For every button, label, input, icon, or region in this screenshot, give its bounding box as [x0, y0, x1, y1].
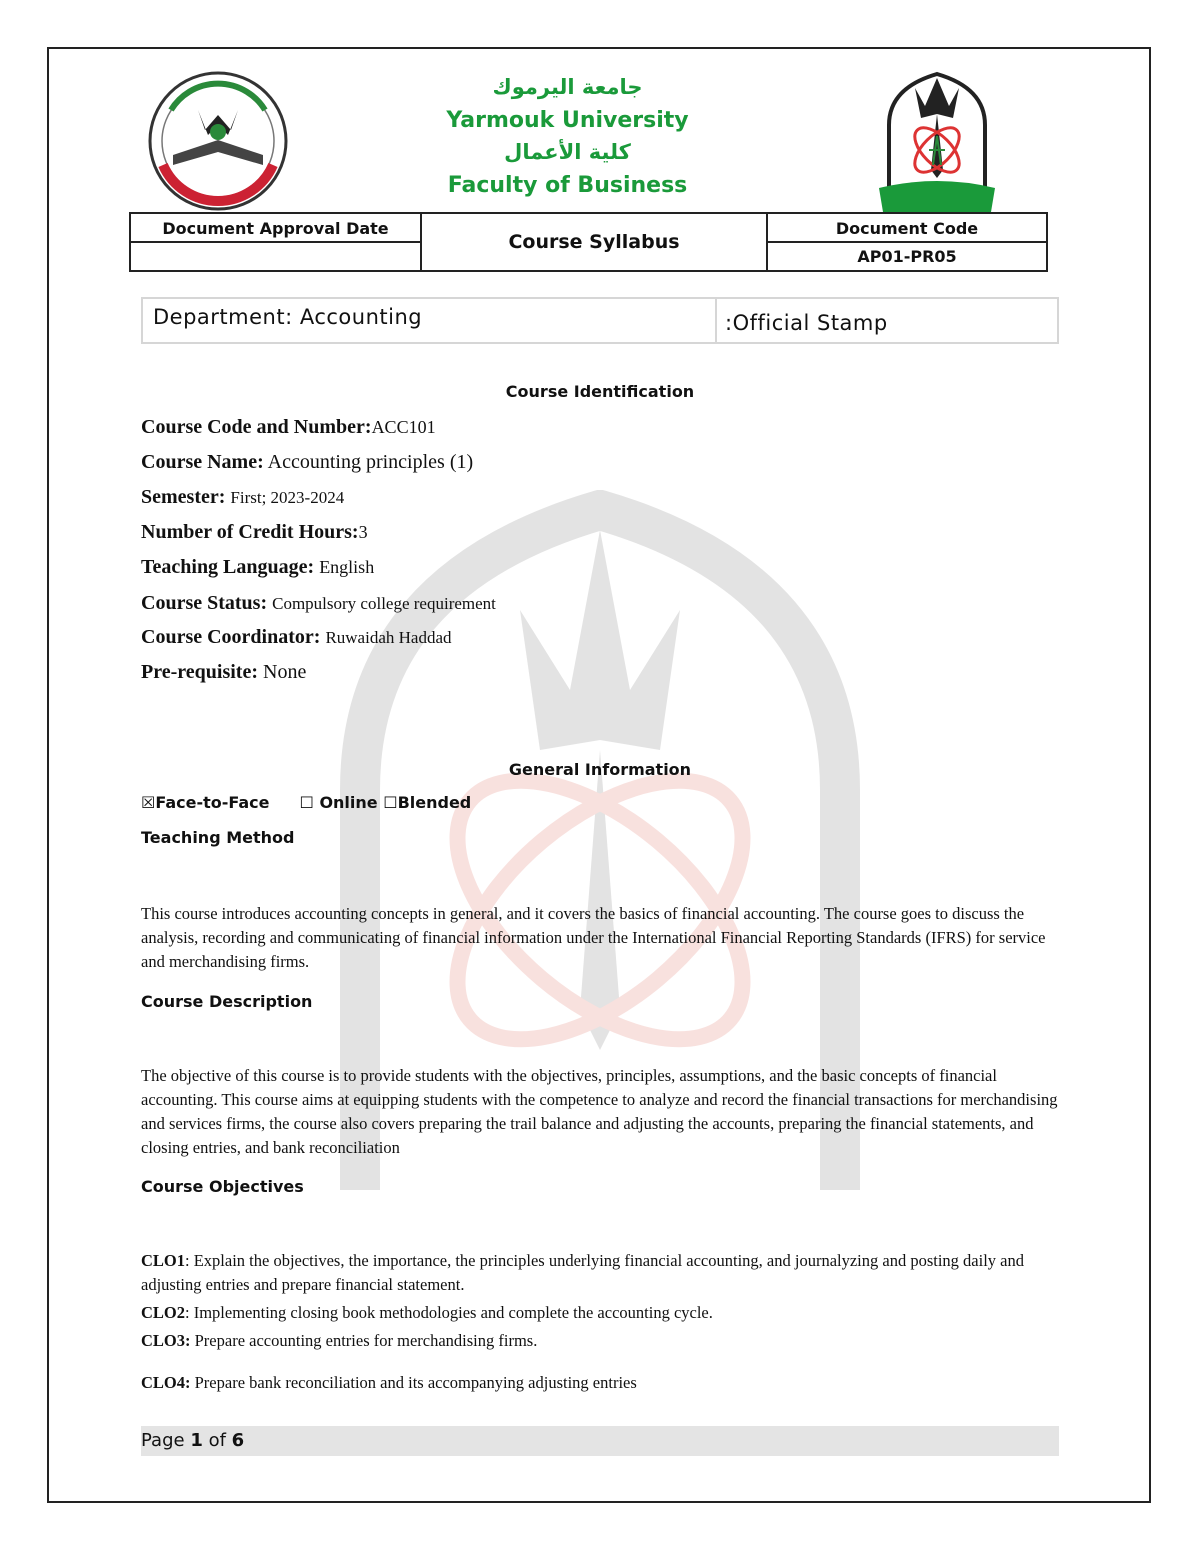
- teaching-language-label: Teaching Language:: [141, 556, 315, 578]
- clo-text: Prepare accounting entries for merchandising firms.: [190, 1331, 538, 1350]
- yarmouk-university-logo: [877, 70, 997, 212]
- document-code-text: AP01-PR05: [857, 247, 957, 266]
- course-name-row: [141, 449, 473, 475]
- course-objectives-heading: Course Objectives: [141, 1177, 304, 1196]
- face-to-face-label: Face-to-Face: [155, 793, 270, 812]
- clo-item: [141, 1249, 1061, 1297]
- prerequisite-value: None: [263, 661, 307, 683]
- clo-code: CLO1: [141, 1251, 186, 1270]
- clo-text: : Explain the objectives, the importance, the principles underlying financial accounting, and journalyzing and posting daily and adjusting entries and prepare financial statement.: [141, 1251, 1024, 1294]
- course-code-value: ACC101: [371, 417, 436, 437]
- clo-item: [141, 1301, 1061, 1325]
- official-stamp-label: :Official Stamp: [725, 311, 888, 335]
- semester-label: Semester:: [141, 486, 226, 508]
- delivery-mode-options: [141, 793, 471, 812]
- department-box: [141, 297, 1059, 344]
- course-code-label: Course Code and Number:: [141, 416, 372, 438]
- course-name-value: Accounting principles (1): [267, 451, 474, 473]
- arabic-university-name: جامعة اليرموك: [492, 75, 643, 99]
- of-word: of: [208, 1430, 226, 1451]
- approval-date-value: [131, 243, 422, 270]
- document-header-table: [129, 212, 1048, 272]
- course-status-value: Compulsory college requirement: [272, 594, 496, 613]
- course-description-paragraph: This course introduces accounting concepts in general, and it covers the basics of financial accounting. The course goes to discuss the analysis, recording and communicating of financial information under the International Financial Reporting Standards (IFRS) for service and merchandising firms.: [141, 904, 1046, 971]
- teaching-method-heading: Teaching Method: [141, 828, 295, 847]
- clo-code: CLO2: [141, 1303, 186, 1322]
- course-objectives-paragraph: The objective of this course is to provide students with the objectives, principles, assumptions, and the basic concepts of financial accounting. This course aims at equipping students with the competence to analyze and record the financial transactions for merchandising and services firms, the course also covers preparing the trail balance and adjusting the accounts, preparing the financial statements, and closing entries, and bank reconciliation: [141, 1066, 1058, 1157]
- accreditation-seal-logo: [143, 70, 293, 212]
- credit-hours-label: Number of Credit Hours:: [141, 521, 359, 543]
- page-total: 6: [231, 1430, 245, 1451]
- course-coordinator-label: Course Coordinator:: [141, 626, 321, 648]
- blended-label: Blended: [397, 793, 472, 812]
- approval-date-label: Document Approval Date: [131, 214, 422, 243]
- faculty-name: Faculty of Business: [447, 173, 688, 198]
- department-label: Department: Accounting: [153, 305, 423, 329]
- page-word: Page: [141, 1430, 185, 1451]
- course-status-row: [141, 590, 496, 617]
- prerequisite-row: [141, 659, 306, 685]
- semester-value: First; 2023-2024: [230, 488, 345, 507]
- semester-row: [141, 484, 344, 511]
- page-current: 1: [190, 1430, 203, 1451]
- course-coordinator-row: [141, 624, 452, 651]
- teaching-language-row: [141, 554, 374, 580]
- face-to-face-checkbox[interactable]: ☒: [141, 793, 156, 812]
- clo-code: CLO3:: [141, 1331, 191, 1350]
- footer-bar: [141, 1426, 1059, 1456]
- course-description-heading: Course Description: [141, 992, 313, 1011]
- online-checkbox[interactable]: ☐: [299, 793, 314, 812]
- page-number: [141, 1430, 244, 1451]
- department-divider: [715, 299, 717, 342]
- university-name: Yarmouk University: [446, 108, 689, 133]
- arabic-faculty-name: كلية الأعمال: [504, 140, 631, 164]
- document-code-value: [766, 243, 1046, 270]
- course-name-label: Course Name:: [141, 451, 264, 473]
- credit-hours-row: [141, 519, 368, 545]
- online-label: Online: [319, 793, 378, 812]
- course-identification-title: Course Identification: [505, 382, 695, 401]
- clo-text: : Implementing closing book methodologies and complete the accounting cycle.: [185, 1303, 713, 1322]
- clo-item: [141, 1329, 1061, 1353]
- teaching-language-value: English: [319, 557, 375, 577]
- document-title: Course Syllabus: [508, 231, 680, 253]
- clo-text: Prepare bank reconciliation and its accompanying adjusting entries: [190, 1373, 637, 1392]
- credit-hours-value: 3: [358, 522, 368, 542]
- general-information-title: General Information: [508, 760, 692, 779]
- course-code-row: [141, 414, 436, 440]
- course-coordinator-value: Ruwaidah Haddad: [325, 628, 452, 647]
- blended-checkbox[interactable]: ☐: [383, 793, 398, 812]
- clo-code: CLO4:: [141, 1373, 191, 1392]
- document-code-label: Document Code: [766, 214, 1046, 243]
- course-status-label: Course Status:: [141, 592, 268, 614]
- prerequisite-label: Pre-requisite:: [141, 661, 259, 683]
- clo-item: [141, 1371, 1061, 1395]
